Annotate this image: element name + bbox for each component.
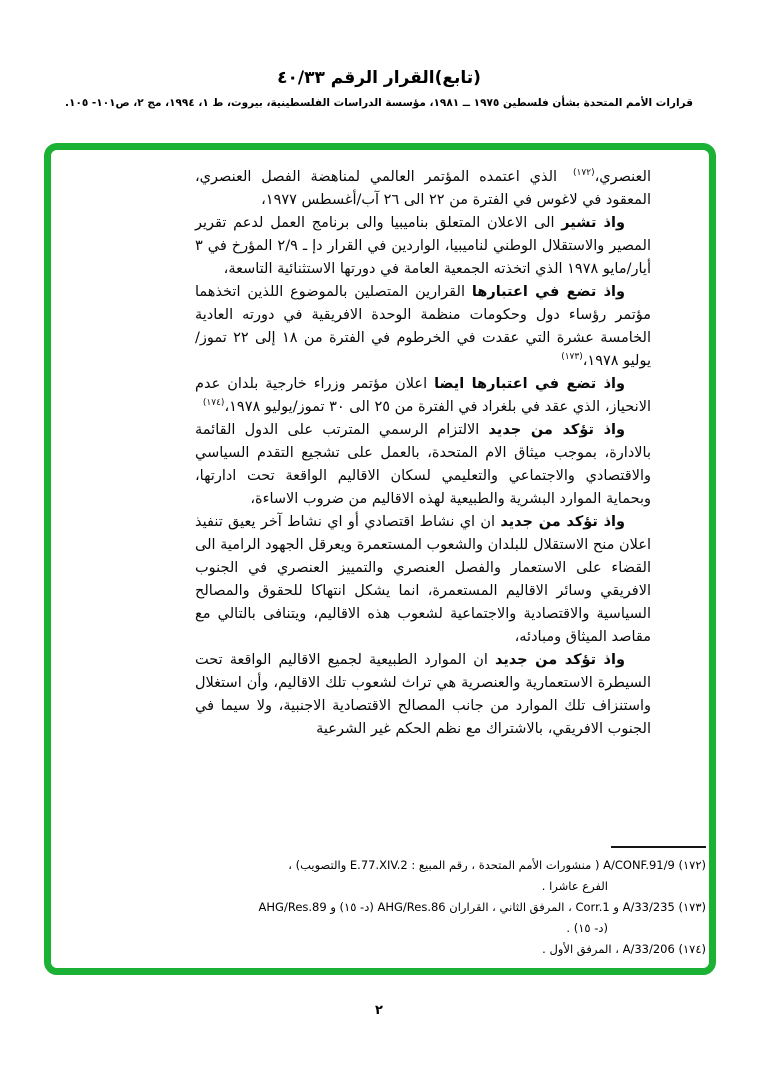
text-segment: واذ تؤكد من جديد xyxy=(488,422,625,438)
text-segment: واذ تؤكد من جديد xyxy=(500,514,625,530)
text-segment: ان اي نشاط اقتصادي أو اي نشاط آخر يعيق تنفيذ اعلان منح الاستقلال للبلدان والشعوب المستعمرة ويعرقل الجهود الرامية الى القضاء على الاستعمار والفصل العنصري والتمييز العنصري في الجنوب الافريقي وسائر الاقاليم المستعمرة، انما يشكل انتهاكا للحقوق والمصالح السياسية والاقتصادية والاجتماعية لشعوب هذه الاقاليم، ويتنافى بالتالي مع مقاصد الميثاق ومبادئه، xyxy=(195,514,651,645)
footnote-line xyxy=(103,897,706,918)
paragraph xyxy=(195,212,651,281)
footnote-continuation xyxy=(103,918,706,939)
green-frame xyxy=(44,143,716,975)
text-segment: ان الموارد الطبيعية لجميع الاقاليم الواقعة تحت السيطرة الاستعمارية والعنصرية هي تراث لشعوب تلك الاقاليم، وأن استغلال واستنزاف تلك الموارد من جانب المصالح الاقتصادية الاجنبية، ولا سيما في الجنوب الافريقي، بالاشتراك مع نظم الحكم غير الشرعية xyxy=(195,652,651,737)
resolution-title: (تابع)القرار الرقم ٤٠/٣٣ xyxy=(277,68,481,88)
paragraph xyxy=(195,649,651,741)
text-segment: الالتزام الرسمي المترتب على الدول القائمة بالادارة، بموجب ميثاق الام المتحدة، بالعمل على تشجيع التقدم السياسي والاقتصادي والاجتماعي والتعليمي لسكان الاقاليم الواقعة تحت ادارتها، وبحماية الموارد البشرية والطبيعية لهذه الاقاليم من ضروب الاساءة، xyxy=(195,422,651,507)
footnote-line xyxy=(103,855,706,876)
paragraph xyxy=(195,419,651,511)
footnote-ref: (١٧٤) xyxy=(202,398,225,408)
paragraph xyxy=(195,281,651,373)
page-number: ٢ xyxy=(375,1003,383,1018)
text-segment: القرارين المتصلين بالموضوع اللذين اتخذهما مؤتمر رؤساء دول وحكومات منظمة الوحدة الافريقية في دورته العادية الخامسة عشرة التي عقدت في الخرطوم في الفترة من ١٨ إلى ٢٢ تموز/يوليو ١٩٧٨، xyxy=(195,284,651,369)
footnote-text: A/33/235 و Corr.1 ، المرفق الثاني ، القراران AHG/Res.86 (د- ١٥) و AHG/Res.89 xyxy=(258,900,675,914)
text-segment: واذ تشير xyxy=(561,215,625,231)
footnote-text: الفرع عاشرا . xyxy=(541,879,608,893)
text-segment: العنصري، xyxy=(594,169,651,185)
text-segment: واذ تضع في اعتبارها ايضا xyxy=(434,376,625,392)
footnote-ref: (١٧٢) xyxy=(573,168,595,178)
page-header xyxy=(0,68,758,109)
footnotes-block xyxy=(103,846,706,960)
text-segment: الى الاعلان المتعلق بناميبيا والى برنامج العمل لدعم تقرير المصير والاستقلال الوطني لناميبيا، الواردين في القرار دإ ـ ٢/٩ المؤرخ في ٣ أيار/مايو ١٩٧٨ الذي اتخذته الجمعية العامة في دورتها الاستثنائية التاسعة، xyxy=(195,215,651,277)
footnote-text: (د- ١٥) . xyxy=(566,921,608,935)
footnote-ref: (١٧٣) xyxy=(561,352,583,362)
footnote-continuation xyxy=(103,876,706,897)
paragraph xyxy=(195,166,651,212)
footnote-marker: (١٧٢) xyxy=(678,858,706,872)
footnote-text: A/CONF.91/9 ( منشورات الأمم المتحدة ، رقم المبيع : E.77.XIV.2 والتصويب) ، xyxy=(288,858,675,872)
text-segment: اعلان مؤتمر وزراء خارجية بلدان عدم الانحياز، الذي عقد في بلغراد في الفترة من ٢٥ الى ٣٠ تموز/يوليو ١٩٧٨، xyxy=(195,376,651,415)
paragraph xyxy=(195,511,651,649)
footnote-line xyxy=(103,939,706,960)
source-citation-line: قرارات الأمم المتحدة بشأن فلسطين ١٩٧٥ ــ ١٩٨١، مؤسسة الدراسات الفلسطينية، بيروت، ط ١، ١٩٩٤، مج ٢، ص١٠١- ١٠٥. xyxy=(65,97,693,109)
footnote-marker: (١٧٣) xyxy=(678,900,706,914)
text-segment: واذ تؤكد من جديد xyxy=(494,652,625,668)
footnote-list xyxy=(103,855,706,960)
footnote-separator xyxy=(611,846,706,848)
paragraph xyxy=(195,373,651,419)
text-segment: الذي اعتمده المؤتمر العالمي لمناهضة الفصل العنصري، المعقود في لاغوس في الفترة من ٢٢ الى ٢٦ آب/أغسطس ١٩٧٧، xyxy=(195,169,651,208)
body-paragraphs xyxy=(195,166,651,741)
footnote-text: A/33/206 ، المرفق الأول . xyxy=(542,942,675,956)
text-segment: واذ تضع في اعتبارها xyxy=(471,284,625,300)
footnote-marker: (١٧٤) xyxy=(678,942,706,956)
